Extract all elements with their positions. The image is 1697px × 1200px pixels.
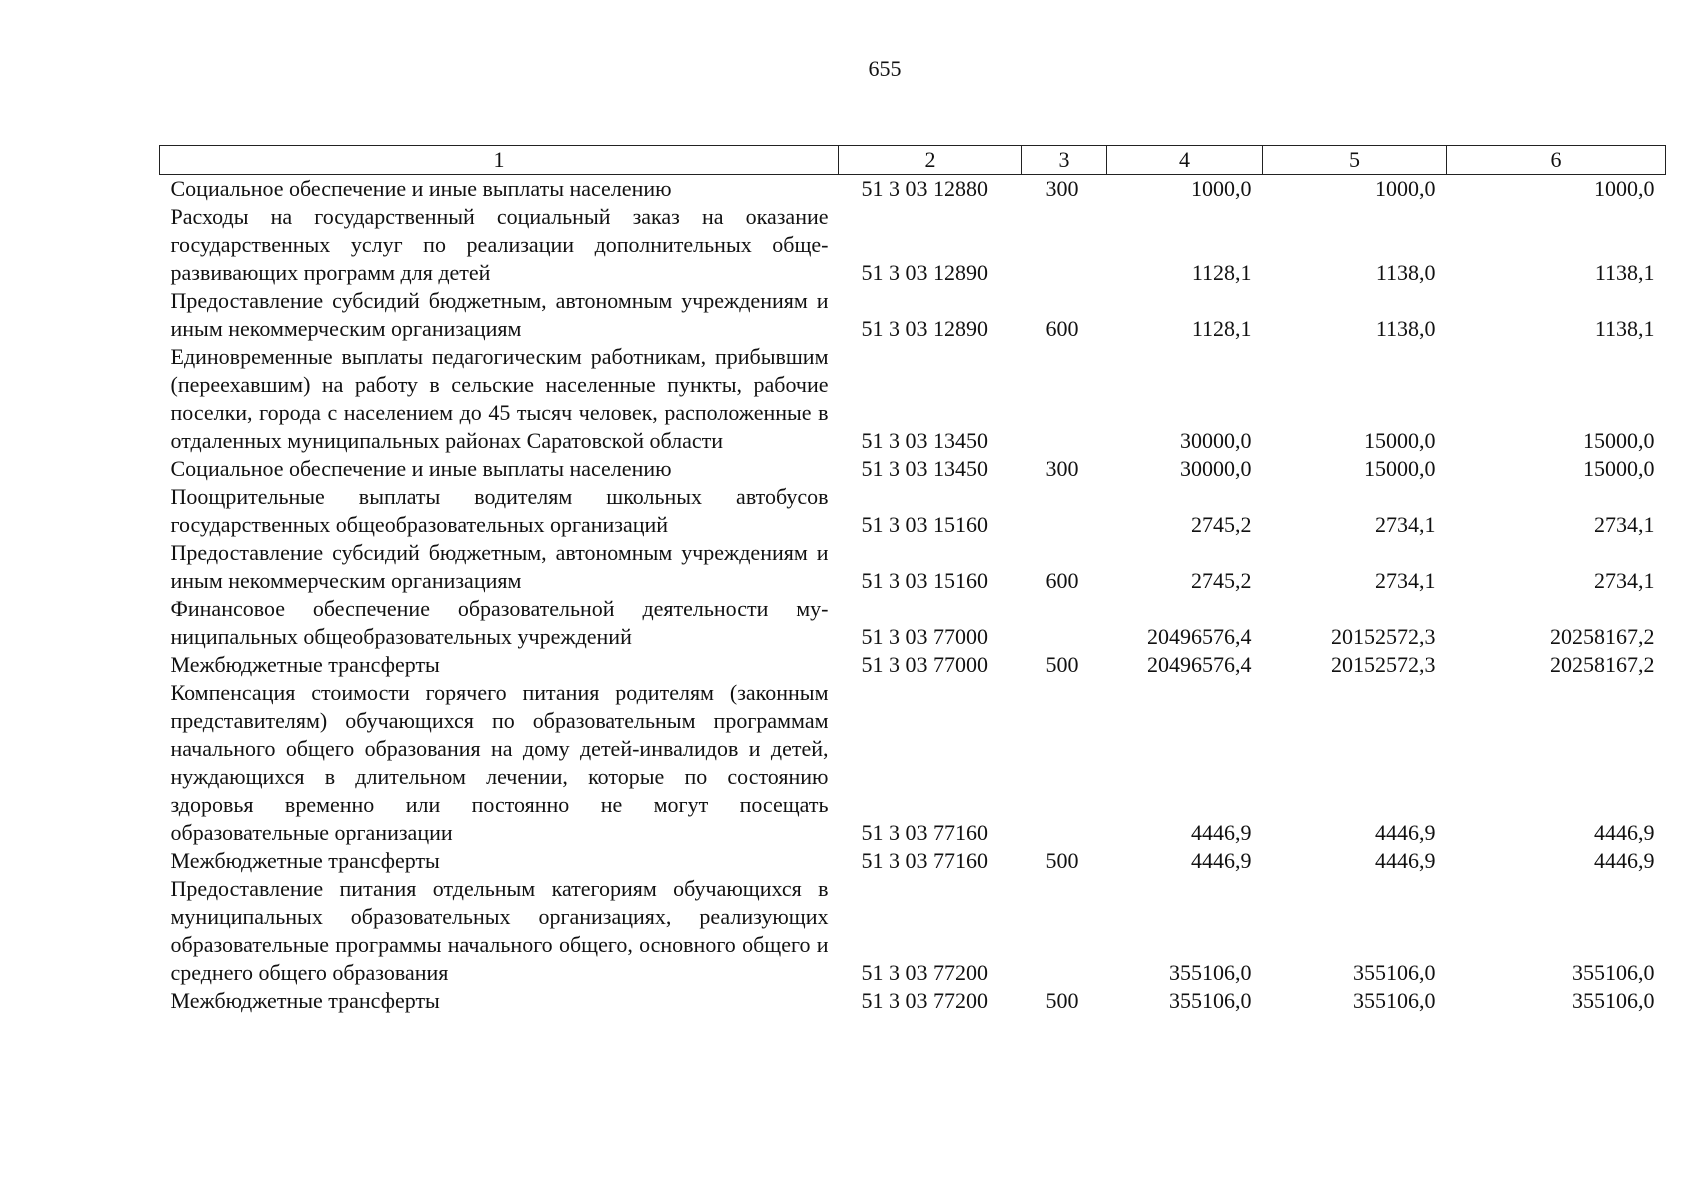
row-value-col4: 1000,0: [1191, 176, 1252, 201]
table-row: [160, 483, 1666, 539]
row-name: Социальное обеспечение и иные выплаты населению: [170, 456, 672, 481]
row-target-code: 51 3 03 13450: [861, 456, 988, 481]
row-target-code: 51 3 03 12890: [861, 260, 988, 285]
row-value-col6: 355106,0: [1572, 988, 1655, 1013]
table-row: [160, 539, 1666, 595]
row-expense-type: [1022, 679, 1107, 847]
row-value-col5: 20152572,3: [1331, 624, 1436, 649]
row-value-col6: 4446,9: [1594, 848, 1655, 873]
row-value-col6: 15000,0: [1583, 456, 1655, 481]
table-row: [160, 847, 1666, 875]
table-row: [160, 987, 1666, 1015]
row-name: Единовременные выплаты педагогическим работникам, прибывшим (переехавшим) на работу в сельские населенные пункты, рабочие поселки, города с населением до 45 тысяч человек, расположенные в отдаленных муниципальных районах Саратовской области: [170, 344, 829, 453]
row-target-code: 51 3 03 77200: [861, 960, 988, 985]
row-target-code: 51 3 03 13450: [861, 428, 988, 453]
row-value-col5: 1138,0: [1375, 260, 1436, 285]
row-value-col6: 1000,0: [1594, 176, 1655, 201]
row-expense-type: [1022, 483, 1107, 539]
row-expense-type: [1022, 875, 1107, 987]
row-value-col5: 1138,0: [1375, 316, 1436, 341]
row-value-col4: 2745,2: [1191, 568, 1252, 593]
row-value-col5: 1000,0: [1375, 176, 1436, 201]
table-row: [160, 343, 1666, 455]
row-name: Социальное обеспечение и иные выплаты населению: [170, 176, 672, 201]
row-value-col5: 2734,1: [1375, 512, 1436, 537]
header-row: [160, 146, 1666, 175]
row-value-col4: 30000,0: [1180, 428, 1252, 453]
row-expense-type: 300: [1045, 456, 1079, 481]
row-value-col5: 15000,0: [1364, 428, 1436, 453]
row-value-col6: 15000,0: [1583, 428, 1655, 453]
column-header-4: 4: [1107, 146, 1263, 175]
row-expense-type: 500: [1045, 848, 1079, 873]
row-value-col5: 15000,0: [1364, 456, 1436, 481]
column-header-2: 2: [839, 146, 1022, 175]
row-expense-type: 600: [1045, 568, 1079, 593]
row-value-col4: 4446,9: [1191, 848, 1252, 873]
row-value-col4: 4446,9: [1191, 820, 1252, 845]
row-value-col6: 2734,1: [1594, 512, 1655, 537]
row-expense-type: [1022, 203, 1107, 287]
table-header: [160, 146, 1666, 175]
row-expense-type: [1022, 343, 1107, 455]
row-target-code: 51 3 03 77200: [861, 988, 988, 1013]
page-number: 655: [868, 56, 902, 81]
table-row: [160, 175, 1666, 204]
row-expense-type: 600: [1045, 316, 1079, 341]
row-expense-type: 500: [1045, 988, 1079, 1013]
column-header-5: 5: [1263, 146, 1447, 175]
row-value-col6: 1138,1: [1594, 316, 1655, 341]
row-target-code: 51 3 03 15160: [861, 568, 988, 593]
row-value-col4: 355106,0: [1169, 988, 1252, 1013]
row-value-col4: 20496576,4: [1147, 652, 1252, 677]
row-value-col5: 4446,9: [1375, 820, 1436, 845]
table-row: [160, 595, 1666, 651]
row-name: Предоставление субсидий бюджетным, автономным учреждениям и иным некоммерческим организациям: [170, 540, 829, 593]
row-target-code: 51 3 03 12890: [861, 316, 988, 341]
row-name: Поощрительные выплаты водителям школьных автобусов государственных общеобразовательных организаций: [170, 484, 829, 537]
row-value-col4: 355106,0: [1169, 960, 1252, 985]
table-row: [160, 203, 1666, 287]
row-name: Предоставление питания отдельным категориям обучающихся в муниципальных образовательных организациях, реализующих образовательные программы начального общего, основного общего и среднего общего образования: [170, 876, 829, 985]
row-value-col4: 2745,2: [1191, 512, 1252, 537]
column-header-1: 1: [160, 146, 839, 175]
row-value-col4: 1128,1: [1191, 316, 1252, 341]
row-name: Межбюджетные трансферты: [170, 988, 440, 1013]
table-body: [160, 175, 1666, 1016]
row-value-col6: 4446,9: [1594, 820, 1655, 845]
row-name: Межбюджетные трансферты: [170, 848, 440, 873]
row-name: Расходы на государственный социальный заказ на оказание государственных услуг по реализации дополнительных общеразвивающих программ для детей: [170, 204, 829, 285]
row-value-col6: 20258167,2: [1550, 624, 1655, 649]
budget-table: [159, 145, 1666, 1015]
row-value-col5: 355106,0: [1353, 960, 1436, 985]
row-target-code: 51 3 03 12880: [861, 176, 988, 201]
table-row: [160, 287, 1666, 343]
row-expense-type: 300: [1045, 176, 1079, 201]
table-row: [160, 679, 1666, 847]
row-name: Компенсация стоимости горячего питания родителям (законным представителям) обучающихся по образовательным программам начального общего образования на дому детей-инвалидов и детей, нуждающихся в длительном лечении, которые по состоянию здоровья временно или постоянно не могут посещать образовательные организации: [170, 680, 829, 845]
column-header-6: 6: [1447, 146, 1666, 175]
row-expense-type: [1022, 595, 1107, 651]
row-target-code: 51 3 03 77160: [861, 820, 988, 845]
row-value-col5: 2734,1: [1375, 568, 1436, 593]
row-value-col4: 1128,1: [1191, 260, 1252, 285]
table-row: [160, 455, 1666, 483]
row-expense-type: 500: [1045, 652, 1079, 677]
row-value-col4: 20496576,4: [1147, 624, 1252, 649]
row-target-code: 51 3 03 77000: [861, 624, 988, 649]
row-target-code: 51 3 03 77000: [861, 652, 988, 677]
row-value-col5: 355106,0: [1353, 988, 1436, 1013]
row-value-col5: 20152572,3: [1331, 652, 1436, 677]
row-name: Предоставление субсидий бюджетным, автономным учреждениям и иным некоммерческим организациям: [170, 288, 829, 341]
table-row: [160, 651, 1666, 679]
row-target-code: 51 3 03 15160: [861, 512, 988, 537]
row-value-col6: 20258167,2: [1550, 652, 1655, 677]
row-value-col6: 355106,0: [1572, 960, 1655, 985]
row-value-col5: 4446,9: [1375, 848, 1436, 873]
row-target-code: 51 3 03 77160: [861, 848, 988, 873]
row-value-col6: 2734,1: [1594, 568, 1655, 593]
row-value-col6: 1138,1: [1594, 260, 1655, 285]
row-name: Межбюджетные трансферты: [170, 652, 440, 677]
row-value-col4: 30000,0: [1180, 456, 1252, 481]
column-header-3: 3: [1022, 146, 1107, 175]
table-row: [160, 875, 1666, 987]
row-name: Финансовое обеспечение образовательной деятельности муниципальных общеобразовательных учреждений: [170, 596, 829, 649]
